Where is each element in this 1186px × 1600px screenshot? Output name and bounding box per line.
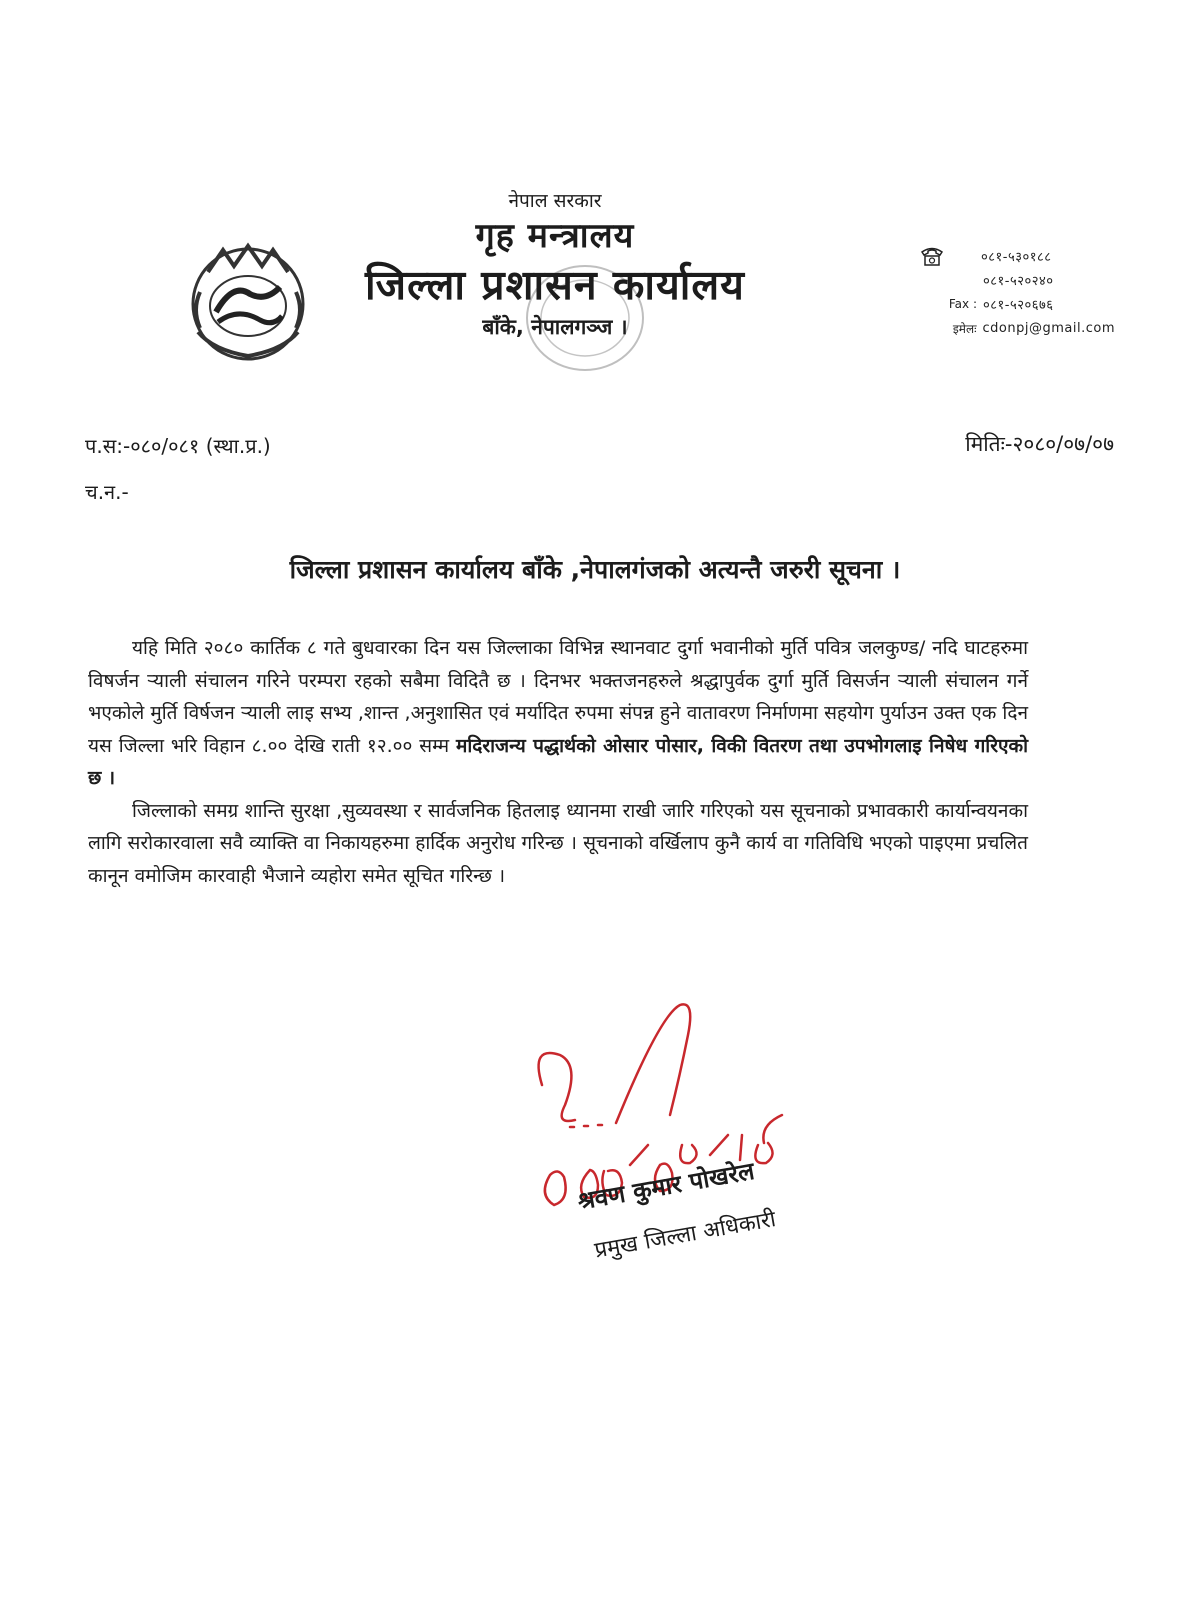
- paragraph-2: जिल्लाको समग्र शान्ति सुरक्षा ,सुव्यवस्था र सार्वजनिक हितलाइ ध्यानमा राखी जारि गरिएको यस सूचनाको प्रभावकारी कार्यान्वयनका लागि सरोकारवाला सवै व्याक्ति वा निकायहरुमा हार्दिक अनुरोध गरिन्छ । सूचनाको वर्खिलाप कुनै कार्य वा गतिविधि भएको पाइएमा प्रचलित कानून वमोजिम कारवाही भैजाने व्यहोरा समेत सूचित गरिन्छ ।: [88, 799, 1028, 887]
- fax-label: Fax :: [948, 297, 977, 311]
- ministry-name: गृह मन्त्रालय: [475, 216, 635, 256]
- fax-number: ०८१-५२०६७६: [983, 298, 1054, 313]
- dispatch-number: च.न.-: [85, 480, 129, 504]
- nepal-emblem-icon: [178, 232, 318, 364]
- email-label: इमेलः: [952, 321, 977, 336]
- contact-block: [915, 244, 1115, 340]
- office-location: बाँके, नेपालगञ्ज ।: [482, 315, 628, 339]
- paragraph-1-bold-text: मदिराजन्य पद्धार्थको ओसार पोसार, विकी वितरण तथा उपभोगलाइ निषेध गरिएको छ ।: [88, 734, 1028, 789]
- phone-number-1: ०८१-५३०१८८: [981, 250, 1052, 265]
- phone-number-2: ०८१-५२०२४०: [983, 274, 1054, 289]
- signatory-name: श्रवण कुमार पोखरेल: [575, 1156, 757, 1216]
- email-address: cdonpj@gmail.com: [982, 320, 1115, 336]
- notice-heading: जिल्ला प्रशासन कार्यालय बाँके ,नेपालगंजको अत्यन्तै जरुरी सूचना ।: [289, 555, 901, 584]
- letter-date: मितिः-२०८०/०७/०७: [965, 432, 1114, 456]
- government-name: नेपाल सरकार: [508, 190, 602, 212]
- signatory-title: प्रमुख जिल्ला अधिकारी: [592, 1207, 778, 1264]
- letterhead: [330, 188, 780, 342]
- notice-body: [88, 632, 1028, 892]
- telephone-icon: [919, 245, 945, 267]
- office-name: जिल्ला प्रशासन कार्यालय: [365, 261, 745, 309]
- paragraph-1: [88, 632, 1028, 795]
- letter-number: प.स:-०८०/०८१ (स्था.प्र.): [85, 434, 271, 458]
- paragraph-1-text: यहि मिति २०८० कार्तिक ८ गते बुधवारका दिन यस जिल्लाका विभिन्न स्थानवाट दुर्गा भवानीको मुर्ति पवित्र जलकुण्ड/ नदि घाटहरुमा विषर्जन र्‍याली संचालन गरिने परम्परा रहको सबैमा विदितै छ । दिनभर भक्तजनहरुले श्रद्धापुर्वक दुर्गा मुर्ति विसर्जन र्‍याली संचालन गर्ने भएकोले मुर्ति विर्षजन र्‍याली लाइ सभ्य ,शान्त ,अनुशासित एवं मर्यादित रुपमा संपन्न हुने वातावरण निर्माणमा सहयोग पुर्याउन उक्त एक दिन यस जिल्ला भरि विहान ८.०० देखि राती १२.०० सम्म: [88, 637, 1028, 757]
